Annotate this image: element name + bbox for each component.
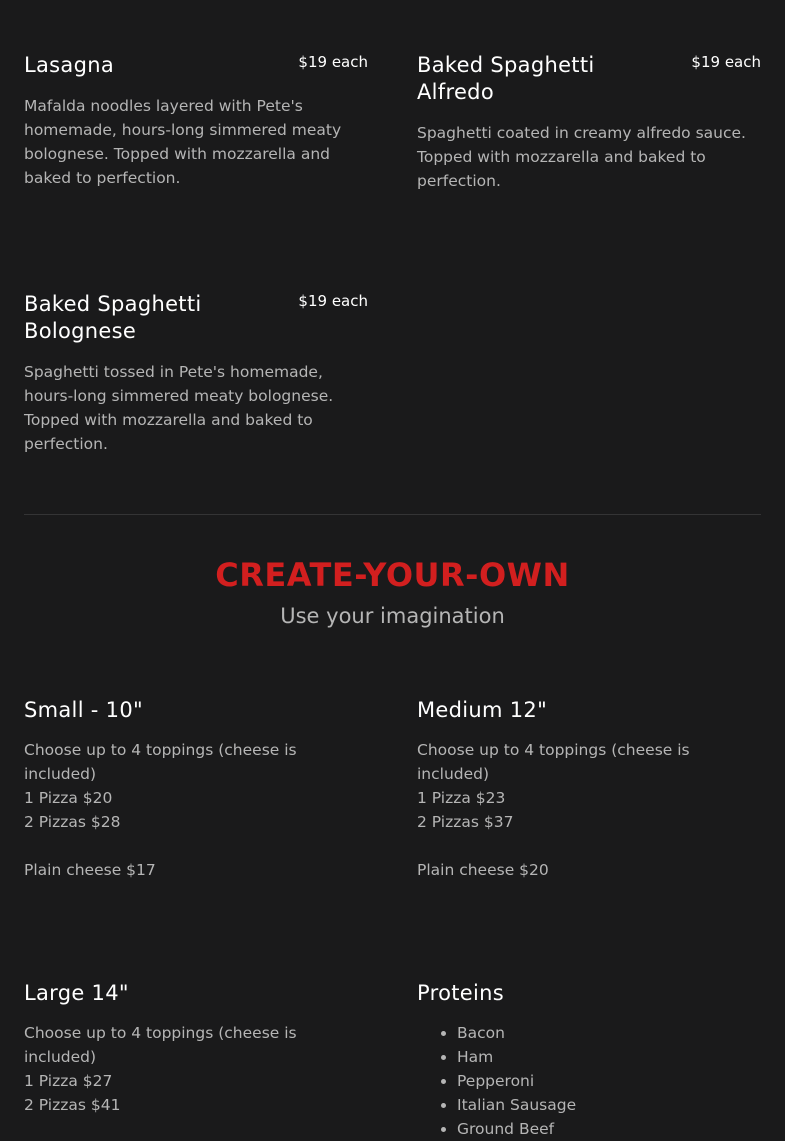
- menu-item-baked-spaghetti-alfredo: [417, 52, 761, 193]
- menu-item-title: Baked Spaghetti Bolognese: [24, 292, 202, 343]
- menu-item-price: $19 each: [691, 53, 761, 71]
- size-title: Medium 12": [417, 698, 548, 722]
- menu-item-baked-spaghetti-bolognese: [24, 291, 368, 456]
- menu-item-price: $19 each: [298, 53, 368, 71]
- size-medium: [417, 697, 761, 882]
- menu-item-title: Baked Spaghetti Alfredo: [417, 53, 595, 104]
- protein-item: • Italian Sausage: [457, 1093, 761, 1117]
- size-detail-line: 1 Pizza $23: [417, 789, 506, 807]
- menu-item-description: Spaghetti tossed in Pete's homemade, hours-long simmered meaty bolognese. Topped with mozzarella and baked to perfection.: [24, 363, 334, 453]
- size-detail-line: [417, 834, 761, 858]
- size-details: [417, 738, 761, 882]
- size-detail-line: 2 Pizzas $28: [24, 813, 121, 831]
- protein-item: • Ground Beef: [457, 1117, 761, 1141]
- size-detail-line: 2 Pizzas $37: [417, 813, 514, 831]
- protein-item: • Pepperoni: [457, 1069, 761, 1093]
- section-title: CREATE-YOUR-OWN: [215, 556, 570, 594]
- size-title: Large 14": [24, 981, 129, 1005]
- size-detail-line: Plain cheese $17: [24, 861, 156, 879]
- menu-item-description: Spaghetti coated in creamy alfredo sauce. Topped with mozzarella and baked to perfection.: [417, 124, 746, 190]
- menu-item-lasagna: [24, 52, 368, 190]
- size-detail-line: Plain cheese $20: [417, 861, 549, 879]
- size-detail-line: Choose up to 4 toppings (cheese is included): [24, 1024, 297, 1066]
- size-detail-line: Choose up to 4 toppings (cheese is included): [417, 741, 690, 783]
- size-detail-line: 2 Pizzas $41: [24, 1096, 121, 1114]
- size-title: Small - 10": [24, 698, 143, 722]
- size-detail-line: [24, 834, 368, 858]
- size-small: [24, 697, 368, 882]
- section-divider: [24, 514, 761, 515]
- size-details: [24, 1021, 368, 1117]
- size-large: [24, 980, 368, 1117]
- size-detail-line: 1 Pizza $20: [24, 789, 113, 807]
- protein-item: • Bacon: [457, 1021, 761, 1045]
- size-detail-line: Choose up to 4 toppings (cheese is included): [24, 741, 297, 783]
- proteins-list: [417, 1021, 761, 1141]
- protein-item: • Ham: [457, 1045, 761, 1069]
- menu-item-price: $19 each: [298, 292, 368, 310]
- menu-item-title: Lasagna: [24, 53, 114, 77]
- menu-item-description: Mafalda noodles layered with Pete's homemade, hours-long simmered meaty bolognese. Topped with mozzarella and baked to perfection.: [24, 97, 342, 187]
- size-detail-line: 1 Pizza $27: [24, 1072, 113, 1090]
- section-subtitle: Use your imagination: [280, 604, 505, 628]
- proteins-section: [417, 980, 761, 1141]
- proteins-title: Proteins: [417, 981, 504, 1005]
- size-details: [24, 738, 368, 882]
